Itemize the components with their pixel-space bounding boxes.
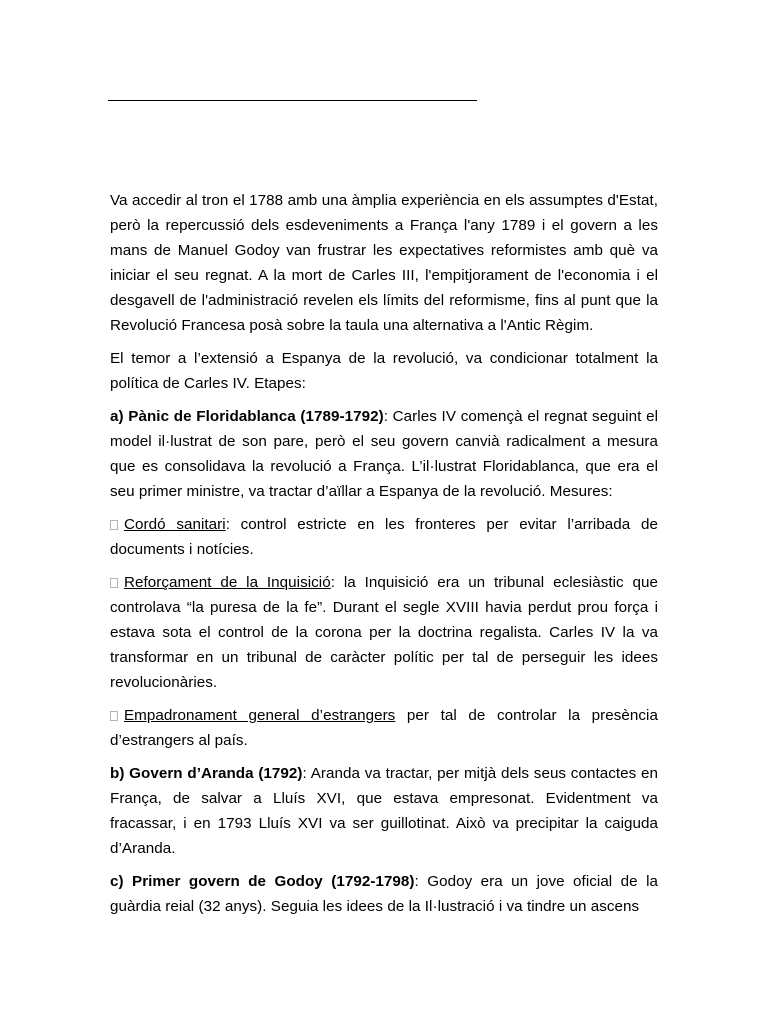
list-item-measure: [110, 703, 658, 753]
paragraph-text: : la Inquisició era un tribunal eclesiàstic que controlava “la puresa de la fe”. Durant el segle XVIII havia perdut prou força i estava sota el control de la corona per la doctrina regalista. Carles IV la va transformar en un tribunal de caràcter polític per tal de perseguir les idees revolucionàries.: [110, 574, 658, 691]
list-item-measure: [110, 570, 658, 695]
stage-heading: c) Primer govern de Godoy (1792-1798): [110, 873, 415, 890]
paragraph-text: : Carles IV començà el regnat seguint el model il·lustrat de son pare, però el seu govern canvià radicalment a mesura que es consolidava la revolució a França. L’il·lustrat Floridablanca, que era el seu primer ministre, va tractar d’aïllar a Espanya de la revolució. Mesures:: [110, 408, 658, 500]
bullet-box-icon: [110, 578, 118, 588]
header-rule: [108, 100, 477, 101]
paragraph-text: : Aranda va tractar, per mitjà dels seus contactes en França, de salvar a Lluís XVI, que estava empresonat. Evidentment va fracassar, i en 1793 Lluís XVI va ser guillotinat. Això va precipitar la caiguda d’Aranda.: [110, 765, 658, 857]
paragraph-text: : Godoy era un jove oficial de la guàrdia reial (32 anys). Seguia les idees de la Il·lustració i va tindre un ascens: [110, 873, 658, 915]
paragraph-text: Va accedir al tron el 1788 amb una àmplia experiència en els assumptes d'Estat, però la repercussió dels esdeveniments a França l'any 1789 i el govern a les mans de Manuel Godoy van frustrar les expectatives reformistes amb què va iniciar el seu regnat. A la mort de Carles III, l'empitjorament de l'economia i el desgavell de l'administració revelen els límits del reformisme, fins al punt que la Revolució Francesa posà sobre la taula una alternativa a l'Antic Règim.: [110, 192, 658, 334]
paragraph-stage-b: [110, 761, 658, 861]
list-item-measure: [110, 512, 658, 562]
stage-heading: a) Pànic de Floridablanca (1789-1792): [110, 408, 384, 425]
measure-term: Cordó sanitari: [124, 516, 226, 533]
bullet-box-icon: [110, 520, 118, 530]
measure-term: Reforçament de la Inquisició: [124, 574, 331, 591]
paragraph-stages-intro: [110, 346, 658, 396]
paragraph-intro: [110, 188, 658, 338]
paragraph-text: El temor a l’extensió a Espanya de la revolució, va condicionar totalment la política de Carles IV. Etapes:: [110, 350, 658, 392]
document-body: [110, 188, 658, 927]
bullet-box-icon: [110, 711, 118, 721]
paragraph-text: per tal de controlar la presència d’estrangers al país.: [110, 707, 658, 749]
paragraph-text: : control estricte en les fronteres per evitar l’arribada de documents i notícies.: [110, 516, 658, 558]
paragraph-stage-c: [110, 869, 658, 919]
stage-heading: b) Govern d’Aranda (1792): [110, 765, 303, 782]
measure-term: Empadronament general d’estrangers: [124, 707, 396, 724]
paragraph-stage-a: [110, 404, 658, 504]
